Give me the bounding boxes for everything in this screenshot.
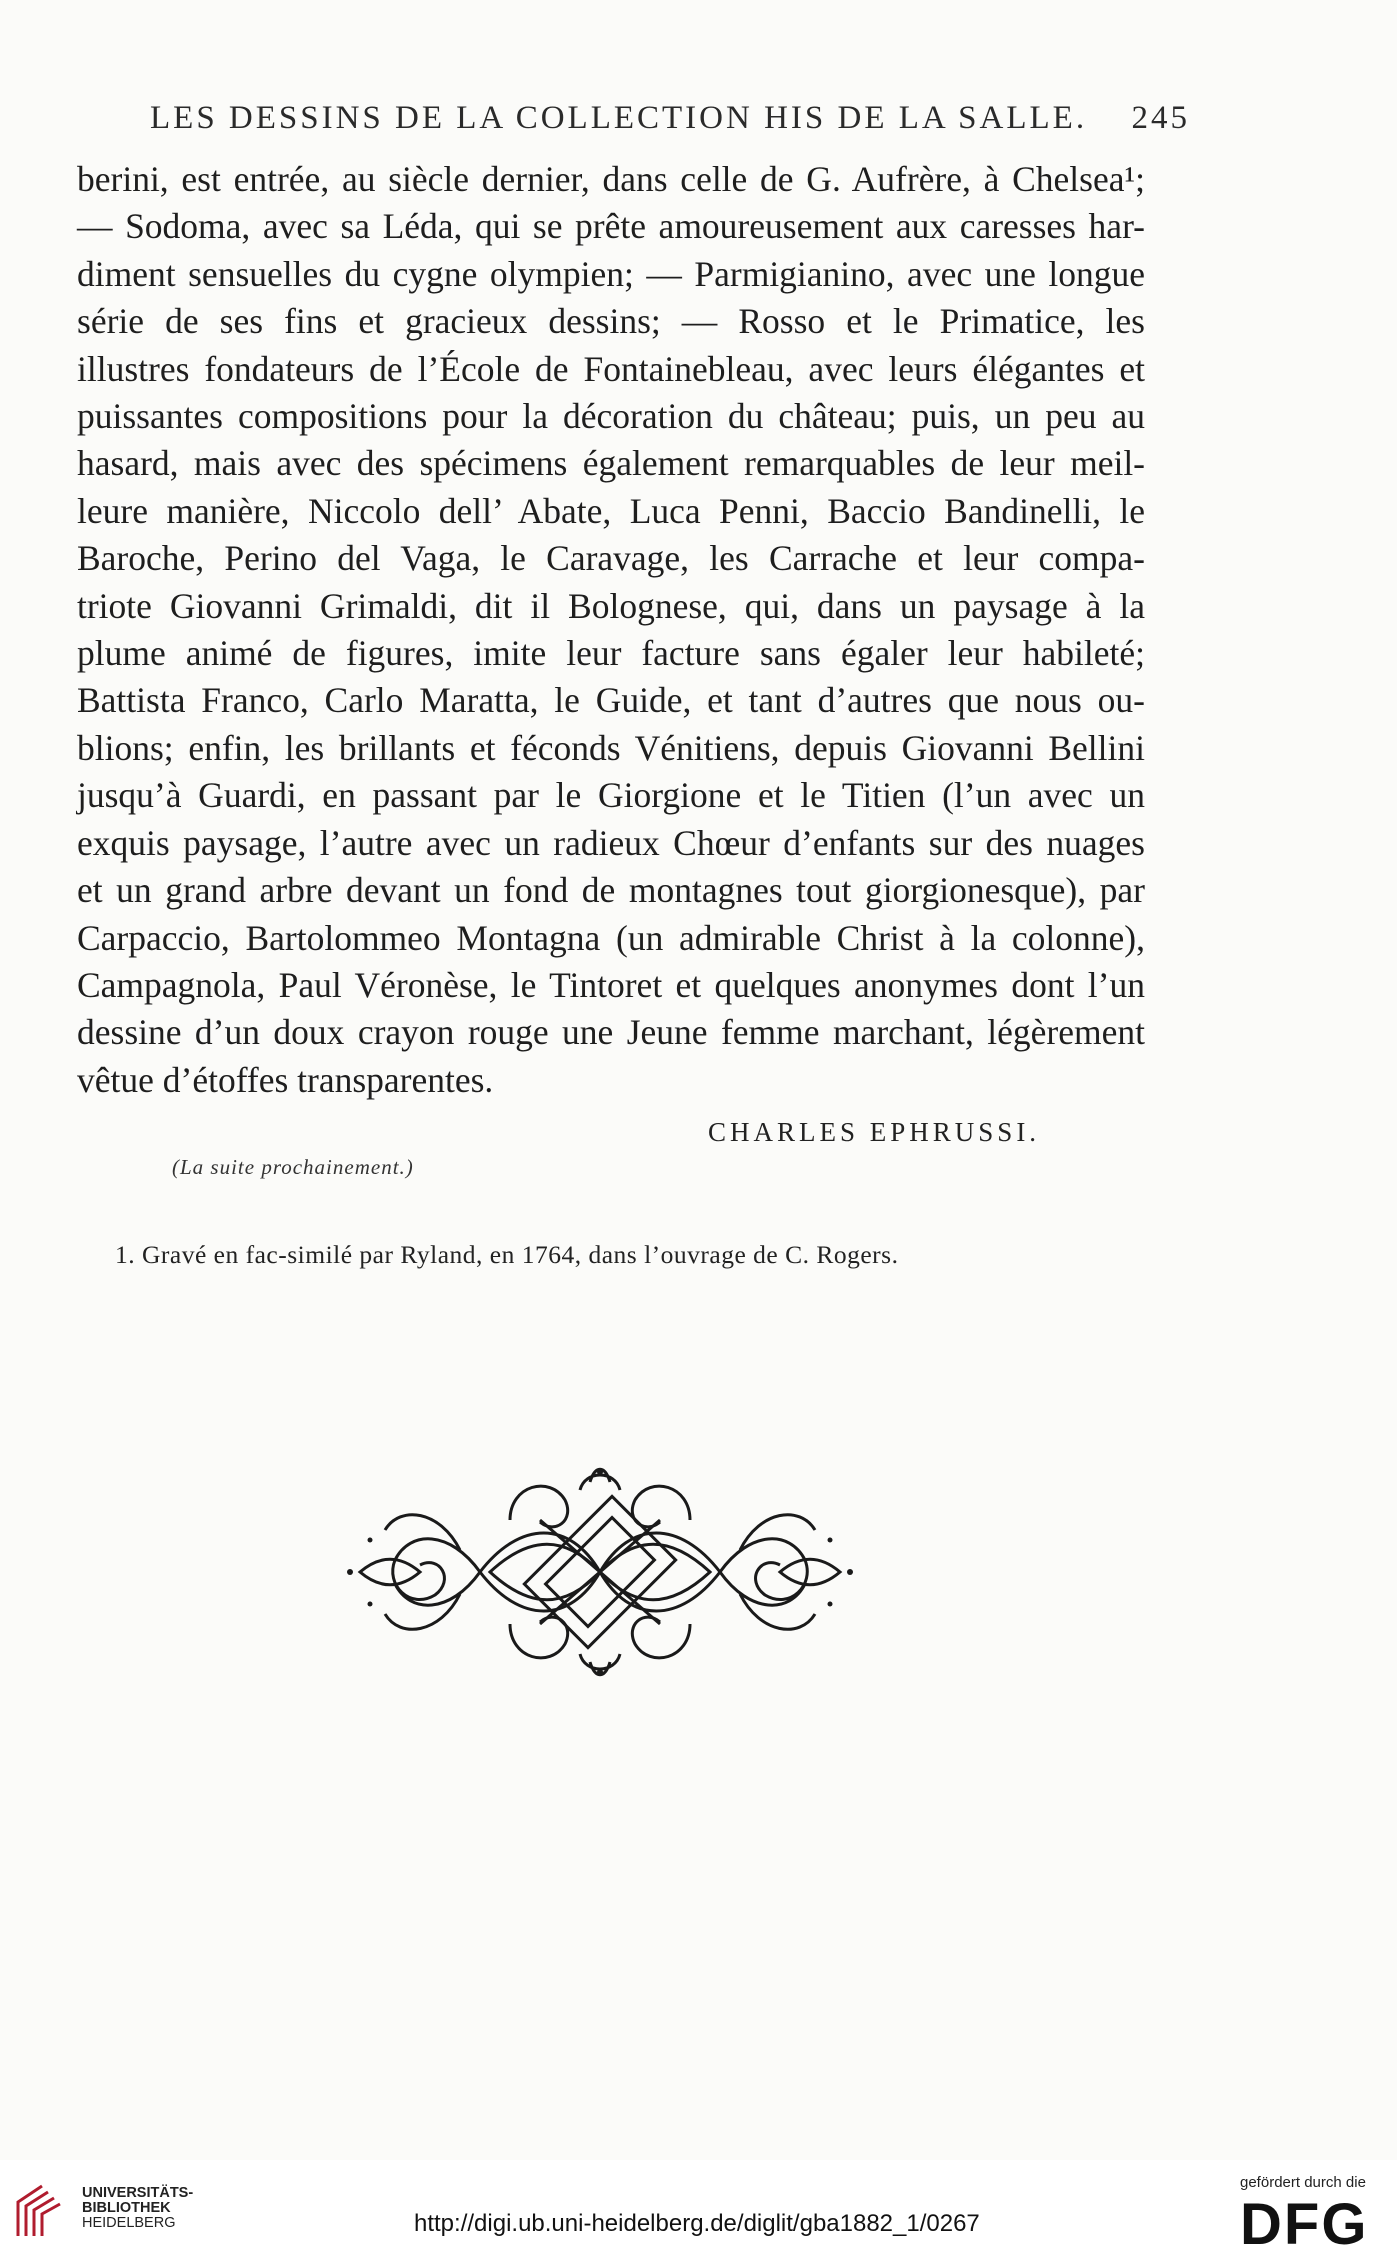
dfg-logo-text: DFG bbox=[1240, 2194, 1369, 2250]
author-signature: CHARLES EPHRUSSI. bbox=[708, 1117, 1041, 1147]
library-name-line3: HEIDELBERG bbox=[82, 2215, 176, 2231]
running-head bbox=[150, 100, 1190, 137]
body-line: vêtue d’étoffes transparentes. bbox=[77, 1059, 494, 1100]
running-head-title: LES DESSINS DE LA COLLECTION HIS DE LA SALLE. bbox=[150, 100, 1088, 136]
body-line: Carpaccio, Bartolommeo Montagna (un admirable Christ à la colonne), bbox=[77, 917, 1145, 958]
library-name bbox=[82, 2186, 193, 2231]
body-line: dessine d’un doux crayon rouge une Jeune femme marchant, légèrement bbox=[77, 1012, 1145, 1053]
body-line: triote Giovanni Grimaldi, dit il Bolognese, qui, dans un paysage à la bbox=[77, 585, 1145, 626]
funded-by-label: gefördert durch die bbox=[1240, 2174, 1366, 2191]
body-line: et un grand arbre devant un fond de montagnes tout giorgionesque), par bbox=[77, 870, 1145, 911]
footnote: 1. Gravé en fac-similé par Ryland, en 1764, dans l’ouvrage de C. Rogers. bbox=[115, 1240, 899, 1269]
body-line: blions; enfin, les brillants et féconds Vénitiens, depuis Giovanni Bellini bbox=[77, 727, 1145, 768]
body-line: leure manière, Niccolo dell’ Abate, Luca Penni, Baccio Bandinelli, le bbox=[77, 490, 1145, 531]
body-line: illustres fondateurs de l’École de Fontainebleau, avec leurs élégantes et bbox=[77, 348, 1145, 389]
body-line: jusqu’à Guardi, en passant par le Giorgione et le Titien (l’un avec un bbox=[77, 775, 1145, 816]
body-line: Battista Franco, Carlo Maratta, le Guide, et tant d’autres que nous ou- bbox=[77, 680, 1145, 721]
body-line: berini, est entrée, au siècle dernier, dans celle de G. Aufrère, à Chelsea¹; bbox=[77, 159, 1145, 199]
body-line: puissantes compositions pour la décoration du château; puis, un peu au bbox=[77, 396, 1145, 437]
body-line: exquis paysage, l’autre avec un radieux Chœur d’enfants sur des nuages bbox=[77, 822, 1145, 863]
celtic-knot-vignette-icon bbox=[340, 1460, 860, 1685]
body-line: Campagnola, Paul Véronèse, le Tintoret et quelques anonymes dont l’un bbox=[77, 964, 1145, 1005]
body-line: série de ses fins et gracieux dessins; — Rosso et le Primatice, les bbox=[77, 301, 1145, 342]
digitization-footer bbox=[0, 2160, 1397, 2261]
body-line: Baroche, Perino del Vaga, le Caravage, les Carrache et leur compa- bbox=[77, 538, 1145, 579]
dfg-logo-icon bbox=[1240, 2194, 1380, 2250]
library-name-line2: BIBLIOTHEK bbox=[82, 2200, 171, 2216]
continuation-note: (La suite prochainement.) bbox=[172, 1155, 414, 1179]
body-line: hasard, mais avec des spécimens également remarquables de leur meil- bbox=[77, 443, 1145, 484]
article-body bbox=[77, 156, 1145, 1104]
permalink-url[interactable]: http://digi.ub.uni-heidelberg.de/diglit/gba1882_1/0267 bbox=[414, 2210, 980, 2237]
university-library-logo-icon bbox=[12, 2180, 74, 2242]
library-name-line1: UNIVERSITÄTS- bbox=[82, 2185, 194, 2201]
body-line: diment sensuelles du cygne olympien; — Parmigianino, avec une longue bbox=[77, 253, 1145, 294]
page-number: 245 bbox=[1131, 100, 1190, 136]
body-line: — Sodoma, avec sa Léda, qui se prête amoureusement aux caresses har- bbox=[77, 206, 1145, 247]
body-line: plume animé de figures, imite leur facture sans égaler leur habileté; bbox=[77, 633, 1145, 674]
